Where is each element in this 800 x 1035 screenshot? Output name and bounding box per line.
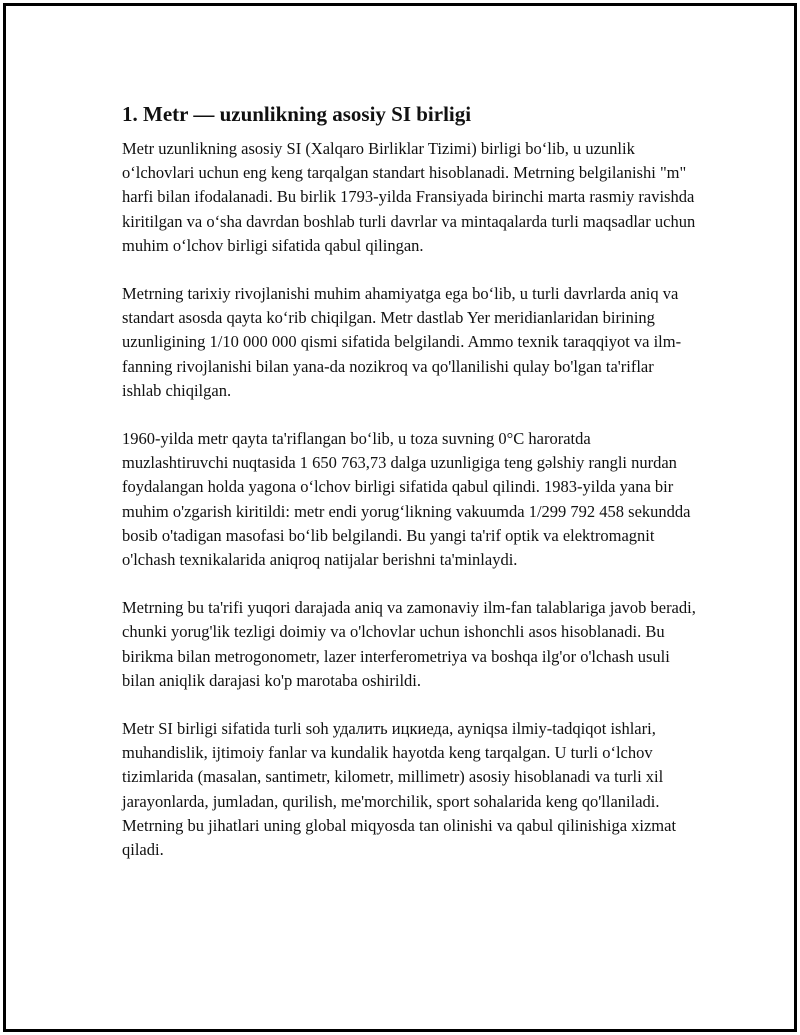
paragraph-1: Metr uzunlikning asosiy SI (Xalqaro Birliklar Tizimi) birligi bo‘lib, u uzunlik o‘lchovlari uchun eng keng tarqalgan standart hisoblanadi. Metrning belgilanishi "m" harfi bilan ifodalanadi. Bu birlik 1793-yilda Fransiyada birinchi marta rasmiy ravishda kiritilgan va o‘sha davrdan boshlab turli davrlar va mintaqalarda turli maqsadlar uchun muhim o‘lchov birligi sifatida qabul qilingan. [122,139,696,255]
paragraph-2: Metrning tarixiy rivojlanishi muhim ahamiyatga ega bo‘lib, u turli davrlarda aniq va standart asosda qayta ko‘rib chiqilgan. Metr dastlab Yer meridianlaridan birining uzunligining 1/10 000 000 qismi sifatida belgilandi. Ammo texnik taraqqiyot va ilm-fanning rivojlanishi bilan yana-da nozikroq va qo'llanilishi qulay bo'lgan ta'riflar ishlab chiqilgan. [122,284,682,400]
paragraph-4: Metrning bu ta'rifi yuqori darajada aniq va zamonaviy ilm-fan talablariga javob beradi, chunki yorug'lik tezligi doimiy va o'lchovlar uchun ishonchli asos hisoblanadi. Bu birikma bilan metrogonometr, lazer interferometriya va boshqa ilg'or o'lchash usuli bilan aniqlik darajasi ko'p marotaba oshirildi. [122,598,696,690]
paragraph-3: 1960-yilda metr qayta ta'riflangan bo‘lib, u toza suvning 0°C haroratda muzlashtiruvchi nuqtasida 1 650 763,73 dalga uzunligiga teng gəlshiy rangli nurdan foydalangan holda yagona o‘lchov birligi sifatida qabul qilindi. 1983-yilda yana bir muhim o'zgarish kiritildi: metr endi yorug‘likning vakuumda 1/299 792 458 sekundda bosib o'tadigan masofasi bo‘lib belgilandi. Bu yangi ta'rif optik va elektromagnit o'lchash texnikalarida aniqroq natijalar berishni ta'minlaydi. [122,429,691,570]
page-frame [3,3,797,1032]
document-title: 1. Metr — uzunlikning asosiy SI birligi [122,102,472,126]
document-body [122,102,697,886]
paragraph-5: Metr SI birligi sifatida turli soh удалить ицкиеда, ayniqsa ilmiy-tadqiqot ishlari, muhandislik, ijtimoiy fanlar va kundalik hayotda keng tarqalgan. U turli o‘lchov tizimlarida (masalan, santimetr, kilometr, millimetr) asosiy hisoblanadi va turli xil jarayonlarda, jumladan, qurilish, me'morchilik, sport sohalarida keng qo'llaniladi. Metrning bu jihatlari uning global miqyosda tan olinishi va qabul qilinishiga xizmat qiladi. [122,719,677,860]
